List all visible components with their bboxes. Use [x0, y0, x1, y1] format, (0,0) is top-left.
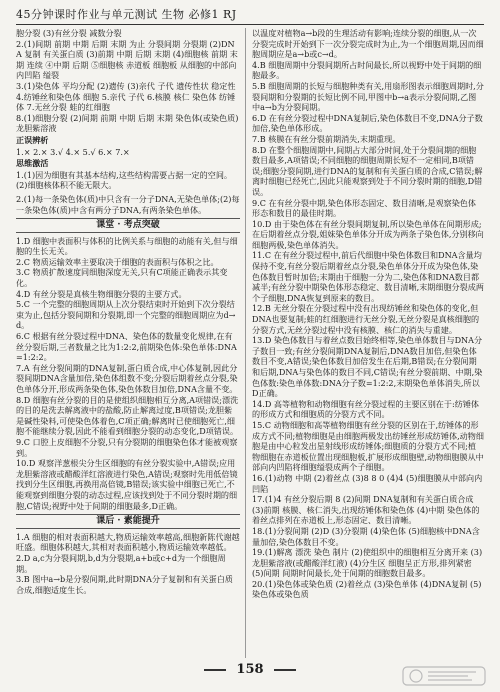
answer-paragraph: 3.(1)染色体 平均分配 (2)遗传 (3)亲代 子代 遗传性状 稳定性: [16, 80, 236, 91]
section-heading: 思维激活: [16, 158, 49, 169]
answer-paragraph: 7.A 有丝分裂间期的DNA复制,蛋白质合成,中心体复制,因此分裂间期DNA含量加倍,染色体组数不变;分裂后期着丝点分裂,染色单体分开,形成两条染色体,染色体数目加倍,DNA含量不变。: [16, 362, 238, 394]
answer-paragraph: 6.C 根据有丝分裂过程中DNA、染色体的数量变化规律,在有丝分裂后期,三者数量之比为1:2:2,前期染色体:染色单体:DNA=1:2:2。: [16, 331, 237, 363]
answer-paragraph: 1.× 2.× 3.√ 4.× 5.√ 6.× 7.×: [16, 146, 130, 157]
answer-paragraph: 18.(1)分裂间期 (2)D (3)分裂期 (4)染色体 (5)细胞核中DNA含量加倍,染色体数目不变。: [252, 525, 480, 547]
answer-paragraph: 12.B 无丝分裂在分裂过程中没有出现纺锤丝和染色体的变化,但DNA也要复制;蛙的红细胞进行无丝分裂,无丝分裂是真核细胞的分裂方式,无丝分裂过程中没有核膜、核仁的消失与重建。: [252, 303, 480, 335]
chromosome-diagram-text: 2.(1)每一条染色体(质)中只含有一分子DNA,无染色单体;(2)每一条染色体(质)中含有两分子DNA,有两条染色单体。: [16, 193, 240, 215]
answer-paragraph: 19.(1)解离 漂洗 染色 制片 (2)使组织中的细胞相互分离开来 (3)龙胆紫溶液(或醋酸洋红液) (4)分生区 细胞呈正方形,排列紧密 (5)间期 间期时间最长,处于间期的细胞数目最多。: [252, 547, 483, 579]
answer-paragraph: 14.D 高等植物和动物细胞有丝分裂过程的主要区别在于:纺锤体的形成方式和细胞质的分裂方式不同。: [252, 398, 480, 420]
answer-paragraph: 20.(1)染色体或染色质 (2)着丝点 (3)染色单体 (4)DNA复制 (5)染色体或染色质: [252, 578, 482, 600]
header-text: 45分钟课时作业与单元测试 生物 必修1 RJ: [16, 8, 237, 21]
answer-paragraph: 胞分裂 (3)有丝分裂 减数分裂: [16, 28, 122, 38]
answer-paragraph: 2.D a,c为分裂间期,b,d为分裂期,a+b或c+d为一个细胞周期。: [16, 552, 226, 574]
section-band: 课堂 · 考点突破: [16, 218, 240, 233]
answer-paragraph: 13.D 染色体数目与着丝点数目始终相等,染色单体数目与DNA分子数目一致;有丝分裂间期DNA复制后,DNA数目加倍,但染色体数目不变,A错误;染色体数目加倍发生在后期,B错误;在分裂间期和后期,DNA与染色体的数目不同,C错误;有丝分裂前期、中期,染色体数:染色单体数:DNA分子数=1:2:2,末期染色单体消失,所以D正确。: [252, 335, 483, 399]
right-column: [252, 28, 484, 660]
footer-dash-left: [204, 669, 226, 671]
answer-paragraph: 8.(1)细胞分裂 (2)间期 前期 中期 后期 末期 染色体(或染色质) 龙胆紫溶液: [16, 112, 239, 134]
answer-paragraph: 4.D 有丝分裂是真核生物细胞分裂的主要方式。: [16, 288, 187, 299]
answer-paragraph: 1.(1)因为细胞有其基本结构,这些结构需要占据一定的空间。(2)细胞核体积不能无限大。: [16, 169, 233, 191]
answer-paragraph: 10.D 由于染色体在有丝分裂间期复制,所以染色单体在间期形成;在后期着丝点分裂,姐妹染色单体分开成为两条子染色体,分别移向细胞两极,染色单体消失。: [252, 218, 484, 250]
answer-paragraph: 8.D 在整个细胞周期中,间期占大部分时间,处于分裂间期的细胞数目最多,A项错误;不同细胞的细胞周期长短不一定相同,B项错误;细胞分裂间期,进行DNA的复制和有关蛋白质的合成,C错误;解离时细胞已经死亡,因此只能观察到处于不同分裂时期的细胞,D错误。: [252, 144, 483, 197]
running-header: [16, 6, 484, 24]
answer-paragraph: 6.D 在有丝分裂过程中DNA复制后,染色体数目不变,DNA分子数加倍,染色单体形成。: [252, 112, 483, 134]
page-number: 158: [236, 662, 264, 677]
answer-paragraph: 17.(1)4 有丝分裂后期 8 (2)间期 DNA复制和有关蛋白质合成 (3)前期 核膜、核仁消失,出现纺锤体和染色体 (4)中期 染色体的着丝点排列在赤道板上,形态固定、数目清晰。: [252, 494, 480, 526]
answer-paragraph: 1.D 细胞中表面积与体积的比例关系与细胞的动能有关,但与细胞的生长无关。: [16, 235, 238, 257]
column-divider: [245, 28, 246, 658]
answer-paragraph: 11.C 在有丝分裂过程中,前后代细胞中染色体数目和DNA含量均保持不变,有丝分裂后期着丝点分裂,染色单体分开成为染色体,染色体数目暂时加倍;末期由于细胞一分为二,染色体和DNA数目都减半;有丝分裂中期染色体形态稳定、数目清晰,末期细胞分裂成两个子细胞,DNA恢复到原来的数目。: [252, 250, 484, 303]
answer-paragraph: 4.纺锤丝和染色体 细胞 5.亲代 子代 6.核膜 核仁 染色体 纺锤体 7.无丝分裂 蛙的红细胞: [16, 91, 236, 113]
answer-paragraph: 9.C 口腔上皮细胞不分裂,只有分裂期的细胞染色体才能被观察到。: [16, 436, 238, 458]
answer-paragraph: 4.B 细胞周期中分裂间期所占时间最长,所以视野中处于间期的细胞最多。: [252, 59, 482, 81]
answer-paragraph: 3.B 图中a→b是分裂间期,此时期DNA分子复制和有关蛋白质合成,细胞适度生长。: [16, 574, 233, 595]
answer-paragraph: 10.D 观察洋葱根尖分生区细胞的有丝分裂实验中,A错误;应用龙胆紫溶液或醋酸洋红溶液进行染色,A错误;观察时先用低倍镜找到分生区细胞,再换用高倍镜,B错误;该实验中细胞已死亡,不能观察到细胞分裂的动态过程,应该找到处于不同分裂时期的细胞,C错误;视野中处于间期的细胞最多,D正确。: [16, 458, 238, 511]
answer-paragraph: 7.B 核膜在有丝分裂前期消失,末期重现。: [252, 133, 401, 144]
footer-dash-right: [274, 669, 296, 671]
answer-paragraph: 5.C 一个完整的细胞周期从上次分裂结束时开始到下次分裂结束为止,包括分裂间期和分裂期,即一个完整的细胞周期应为d→d。: [16, 299, 236, 331]
section-band: 课后 · 素能提升: [16, 514, 240, 529]
answer-paragraph: 5.B 细胞周期的长短与细胞种类有关,用扇形图表示细胞周期时,分裂间期和分裂期的长短比例不同,甲图中b→a表示分裂间期,乙图中a→b为分裂间期。: [252, 80, 484, 113]
header-rule: [16, 24, 484, 25]
answer-paragraph: 9.C 在有丝分裂中期,染色体形态固定、数目清晰,是观察染色体形态和数目的最佳时期。: [252, 197, 476, 219]
answer-paragraph: 1.A 细胞的相对表面积越大,物质运输效率越高,细胞新陈代谢越旺盛。细胞体积越大,其相对表面积越小,物质运输效率越低。: [16, 531, 240, 553]
answer-paragraph: 3.C 物质扩散速度同细胞深度无关,只有C项能正确表示其变化。: [16, 267, 228, 289]
answer-paragraph: 2.(1)间期 前期 中期 后期 末期 为止 分裂间期 分裂期 (2)DNA 复制 有关蛋白质 (3)前期 中期 后期 末期 (4)细胞核 前期 末期 连续 ④中期 后期 ⑤细胞核 赤道板 细胞板 从细胞的中部向内凹陷 缢裂: [16, 38, 238, 81]
answer-paragraph: 以温度对植物a→b段的生理活动有影响;连续分裂的细胞,从一次分裂完成时开始到下一次分裂完成时为止,为一个细胞周期,因而细胞周期应是a→b或c→d。: [252, 28, 484, 60]
answer-paragraph: 16.(1)动物 中期 (2)着丝点 (3)8 8 0 (4)4 (5)细胞膜从中部向内凹陷: [252, 472, 483, 494]
answer-paragraph: 8.D 细胞有丝分裂的目的是使组织细胞相互分离,A项错误;漂洗的目的是洗去解离液中的盐酸,防止解离过度,B项错误;龙胆紫是碱性染料,可使染色体着色,C项正确;解离时已使细胞死亡,细胞不能继续分裂,因此不能看到细胞分裂的动态变化,D项错误。: [16, 394, 239, 437]
watermark-logo: [402, 664, 486, 688]
answer-paragraph: 15.C 动物细胞和高等植物细胞有丝分裂的区别在于,纺锤体的形成方式不同;植物细胞是由细胞两极发出纺锤丝形成纺锤体,动物细胞是由中心粒发出星射线形成纺锤体;细胞质的分裂方式不同;植物细胞在赤道板位置出现细胞板,扩展形成细胞壁,动物细胞膜从中部向内凹陷将细胞缢裂成两个子细胞。: [252, 419, 484, 473]
answer-paragraph: 2.C 物质运输效率主要取决于细胞的表面积与体积之比。: [16, 256, 219, 267]
left-column: [16, 28, 240, 660]
section-heading: 正误辨析: [16, 134, 49, 145]
